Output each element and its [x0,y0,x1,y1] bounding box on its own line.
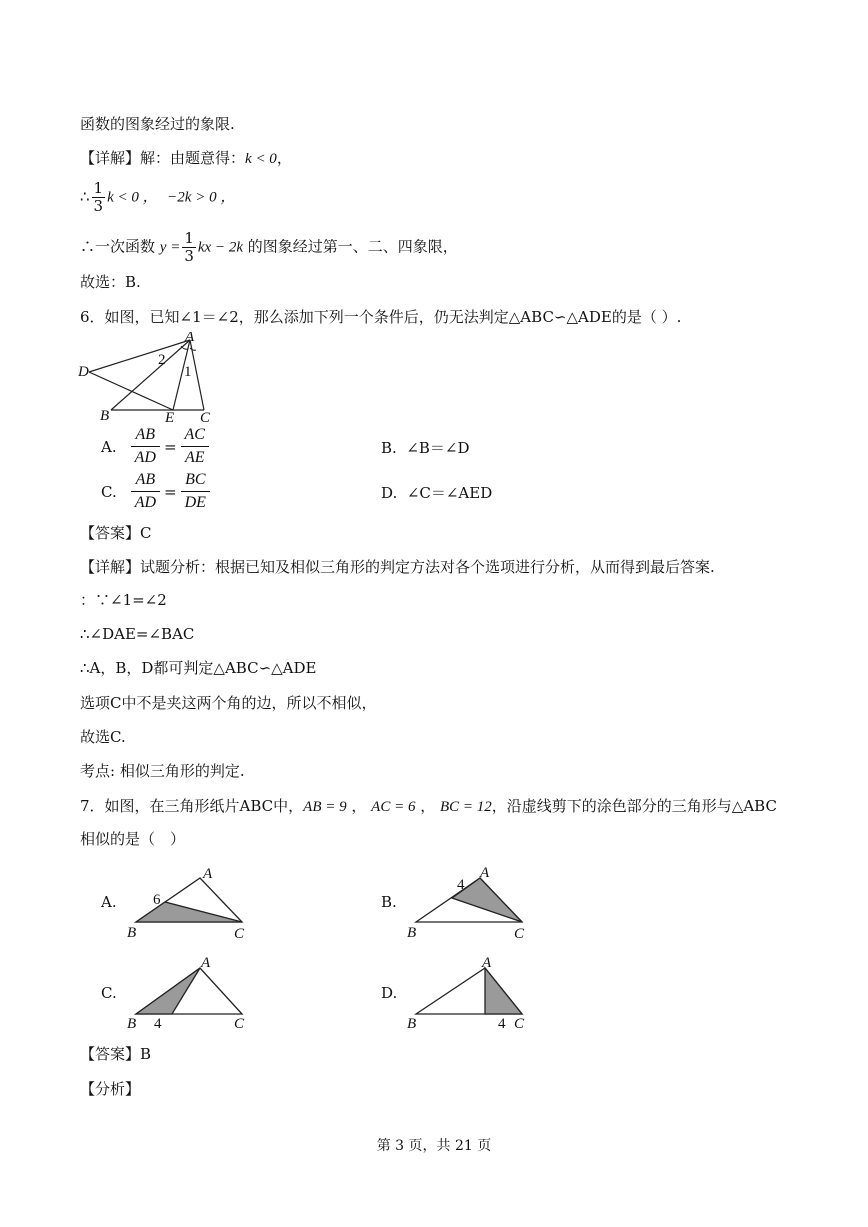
length-label: 6 [153,892,161,908]
question-7: 7．如图，在三角形纸片ABC中，AB = 9 ， AC = 6 ， BC = 12，沿虚线剪下的涂色部分的三角形与△ABC [80,797,777,815]
label-angle-1: 1 [184,364,192,380]
detail-6: 【详解】试题分析：根据已知及相似三角形的判定方法对各个选项进行分析，从而得到最后答案. [80,558,715,576]
analysis-heading: 【分析】 [80,1080,141,1098]
option-D: D. ∠C＝∠AED [381,484,493,502]
math-line: ∴ $\frac{1}{3}$ k < 0 ， −2k > 0 ， [80,179,236,215]
label-C: C [234,1016,245,1032]
label-B: B [127,925,137,941]
q7-option-A-label: A. [101,893,117,911]
length-label: 4 [498,1016,506,1032]
label-A: A [203,866,213,882]
label-A: A [185,332,195,345]
detail-line: 【详解】解：由题意得：k < 0， [80,149,292,167]
label-B: B [127,1016,137,1032]
detail-6-line: 考点: 相似三角形的判定. [80,762,245,780]
math-line: ∴一次函数 y = $\frac{1}{3}$ kx − 2k 的图象经过第一、二、四象限， [80,229,458,265]
detail-6-line: ∴A，B，D都可判定△ABC∽△ADE [80,659,317,677]
question-7-line2: 相似的是（ ） [80,830,186,848]
shaded-triangle [485,968,522,1014]
label-A: A [201,955,211,971]
label-B: B [407,1016,417,1032]
q7-option-B-label: B. [381,893,397,911]
detail-tag: 【详解】 [80,149,141,167]
q7-figure-D [404,950,560,1036]
text-line: 函数的图象经过的象限. [80,115,235,133]
label-C: C [514,1016,525,1032]
label-D: D [78,364,89,380]
detail-6-line: ：∵∠1=∠2 [80,591,167,609]
answer-7: 【答案】B [80,1045,152,1063]
label-E: E [165,410,175,424]
question-6: 6．如图，已知∠1＝∠2，那么添加下列一个条件后，仍无法判定△ABC∽△ADE的是（ ）. [80,308,682,326]
label-angle-2: 2 [158,352,166,368]
q7-figure-B [404,860,560,944]
answer-6: 【答案】C [80,524,152,542]
label-B: B [100,408,110,424]
figure-q6 [78,332,218,424]
option-B: B. ∠B＝∠D [381,439,470,457]
label-A: A [482,955,492,971]
detail-6-line: 故选C. [80,728,126,746]
detail-6-line: 选项C中不是夹这两个角的边，所以不相似， [80,694,377,712]
q7-figure-C [124,950,280,1036]
label-B: B [407,925,417,941]
option-A: A. $\frac{AB}{AD}$ = $\frac{AC}{AE}$ [101,424,209,469]
shaded-triangle [136,968,200,1014]
length-label: 4 [457,877,465,893]
q7-option-D-label: D. [381,984,398,1002]
option-C: C. $\frac{AB}{AD}$ = $\frac{BC}{DE}$ [101,469,210,514]
detail-6-line: ∴∠DAE=∠BAC [80,625,195,643]
label-C: C [514,926,525,942]
page-footer: 第 3 页，共 21 页 [376,1138,492,1154]
q7-figure-A [124,860,280,944]
label-A: A [480,865,490,881]
label-C: C [200,410,211,424]
label-C: C [234,926,245,942]
q7-option-C-label: C. [101,984,117,1002]
length-label: 4 [154,1016,162,1032]
text-line: 故选：B. [80,273,141,291]
